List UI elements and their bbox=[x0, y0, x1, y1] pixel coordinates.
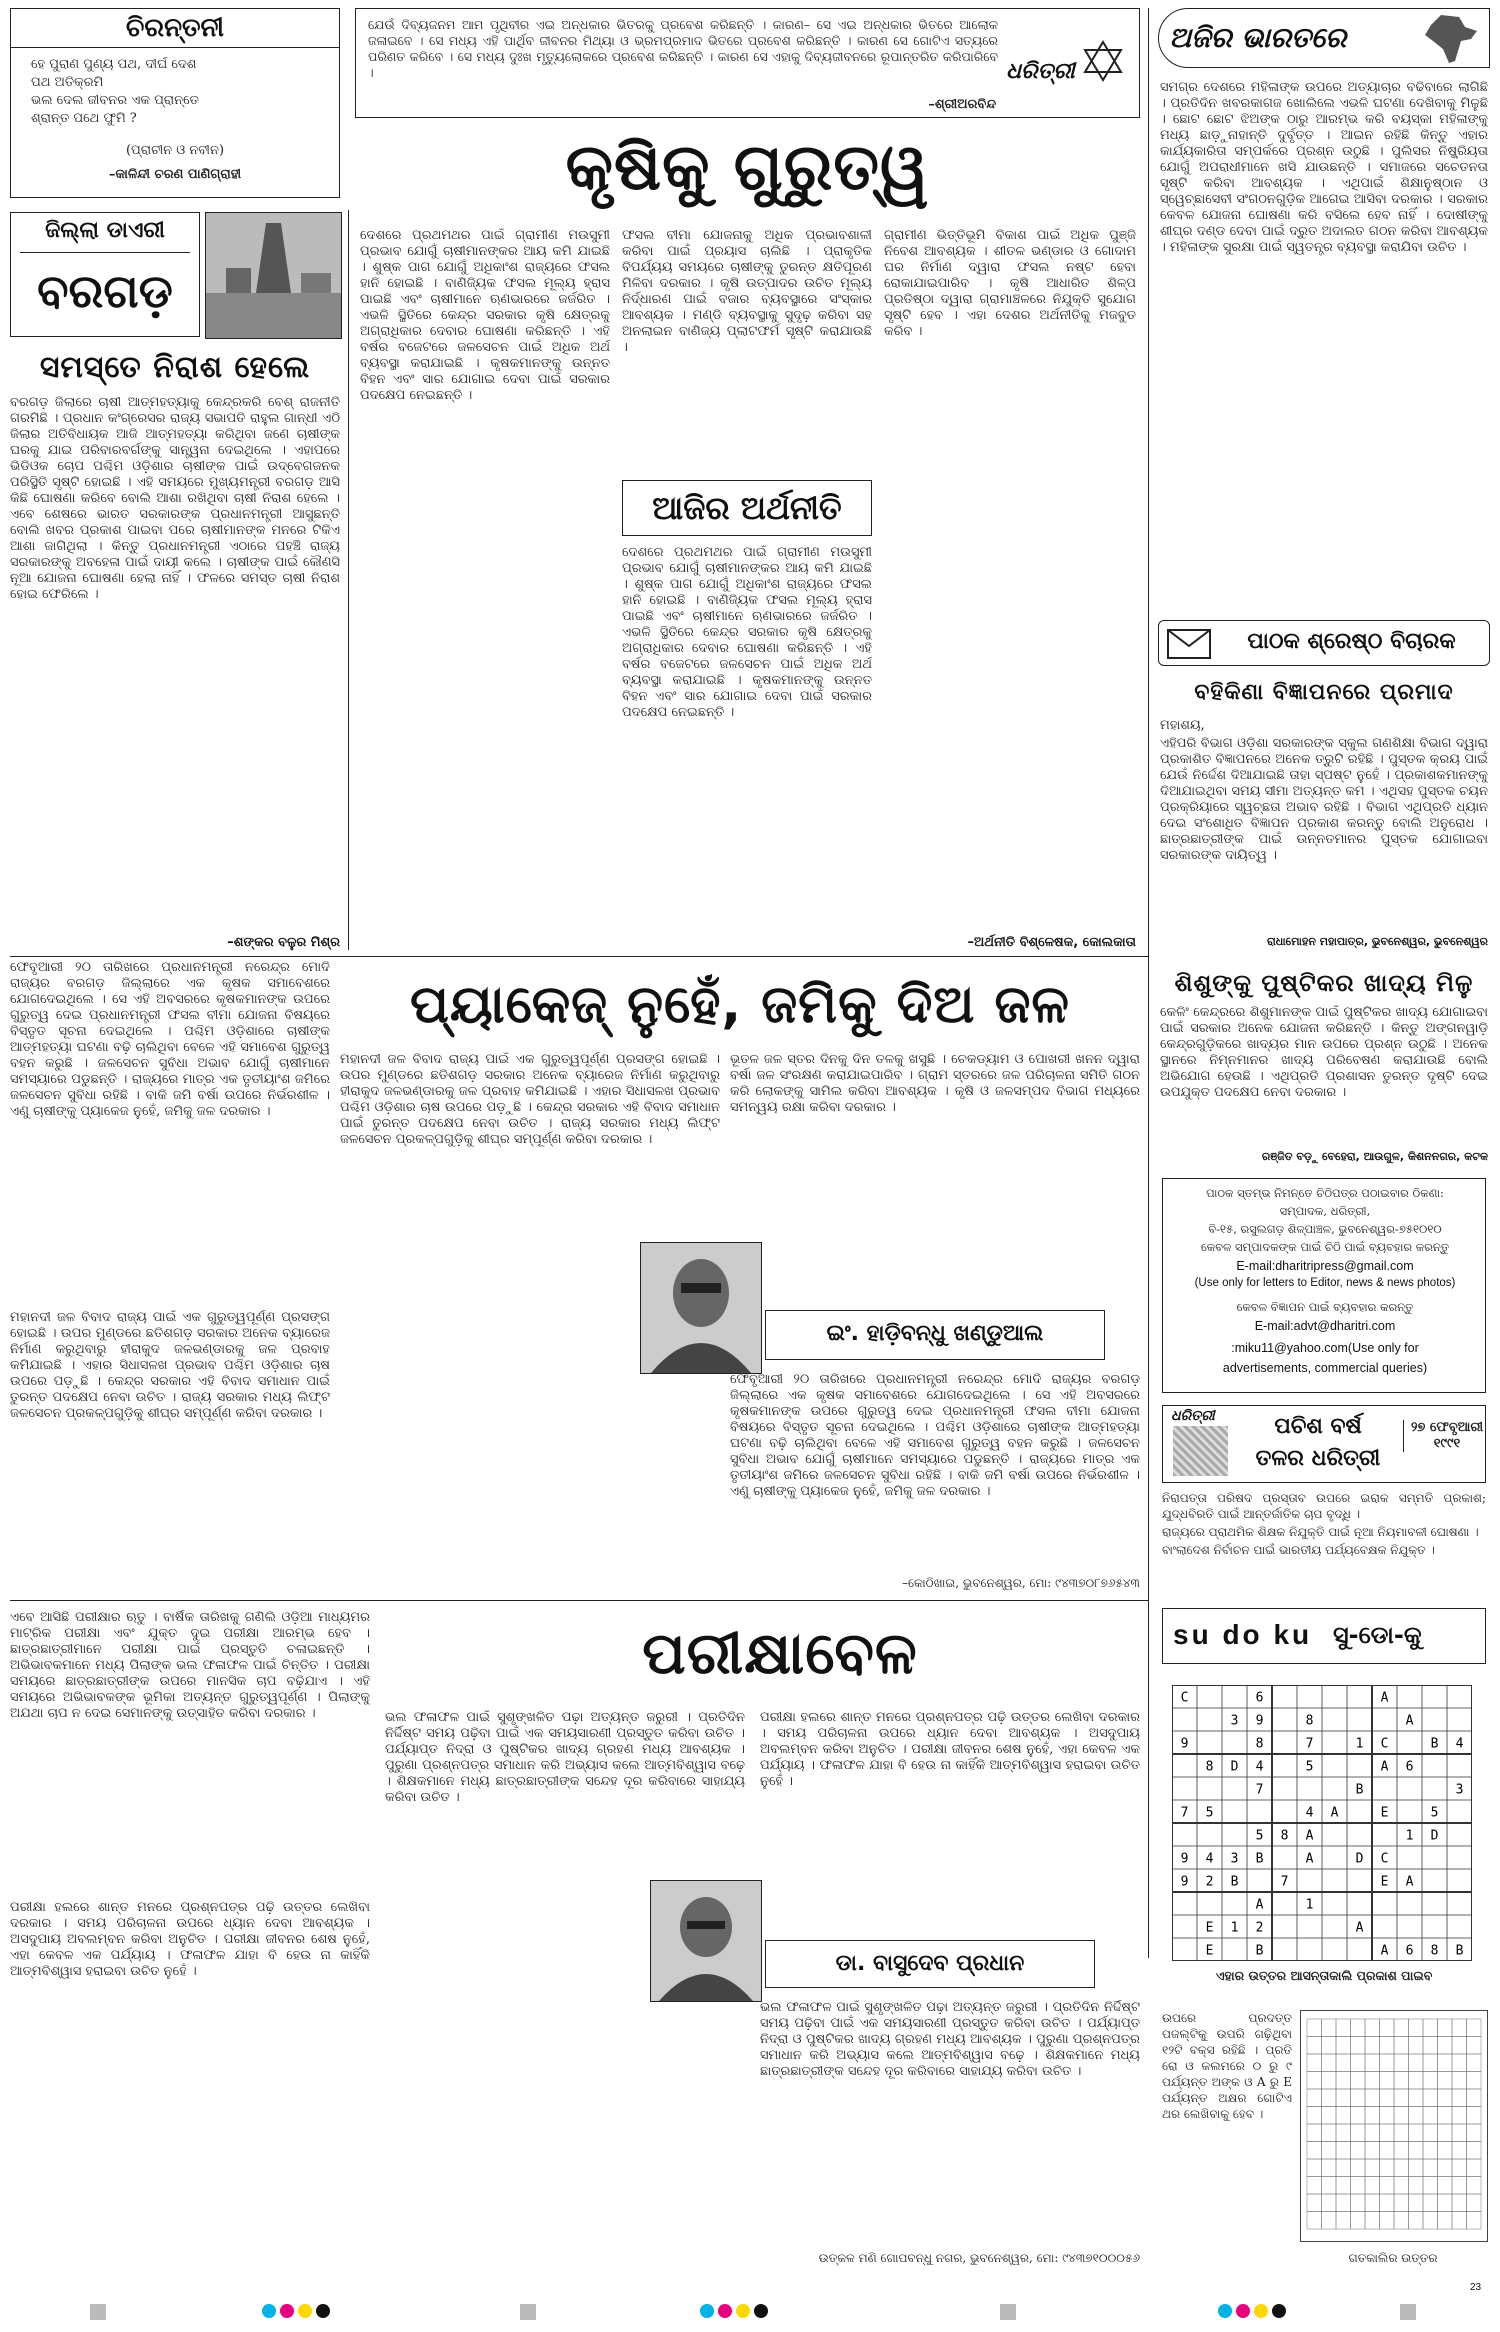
sudoku-cell: 9 bbox=[1180, 1874, 1189, 1890]
pachisa-item-1: ନିରାପତ୍ତା ପରିଷଦ ପ୍ରସ୍ତାବ ଉପରେ ଇରାକ ସମ୍ମତି ପ୍ରକାଶ; ଯୁଦ୍ଧବିରତି ପାଇଁ ଆନ୍ତର୍ଜାତିକ ଚାପ ବୃଦ୍ଧି । bbox=[1162, 1491, 1486, 1521]
sudoku-cell: D bbox=[1430, 1828, 1439, 1844]
sudoku-cell: A bbox=[1255, 1897, 1264, 1913]
krushi-headline: କୃଷିକୁ ଗୁରୁତ୍ୱ bbox=[565, 131, 930, 205]
author-photo-basudeb bbox=[650, 1880, 762, 2002]
package-body-3b: ଫେବୃଆରୀ ୨୦ ତାରିଖରେ ପ୍ରଧାନମନ୍ତ୍ରୀ ନରେନ୍ଦ୍ର ମୋଦି ରାଜ୍ୟର ବରଗଡ଼ ଜିଲ୍ଲାରେ ଏକ କୃଷକ ସମାବେଶରେ ଯୋଗଦେଇଥିଲେ । ସେ ଏହି ଅବସରରେ କୃଷକମାନଙ୍କ ଉପରେ ଗୁରୁତ୍ୱ ଦେଇ ପ୍ରଧାନମନ୍ତ୍ରୀ ଫସଲ ବୀମା ଯୋଜନା ବିଷୟରେ ବିସ୍ତୃତ ସୂଚନା ଦେଇଥିଲେ । ପଶ୍ଚିମ ଓଡ଼ିଶାରେ ଚାଷୀଙ୍କ ଆତ୍ମହତ୍ୟା ଘଟଣା ବଢ଼ି ଚାଲିଥିବା ବେଳେ ଏହି ସମାବେଶ ଗୁରୁତ୍ୱ ବହନ କରୁଛି । ଜଳସେଚନ ସୁବିଧା ଅଭାବ ଯୋଗୁଁ ଚାଷୀମାନେ ସମସ୍ୟାରେ ପଡୁଛନ୍ତି । ରାଜ୍ୟରେ ମାତ୍ର ଏକ ତୃତୀୟାଂଶ ଜମିରେ ଜଳସେଚନ ସୁବିଧା ରହିଛି । ବାକି ଜମି ବର୍ଷା ଉପରେ ନିର୍ଭରଶୀଳ । ଏଣୁ ଚାଷୀଙ୍କୁ ପ୍ୟାକେଜ ନୁହେଁ, ଜମିକୁ ଜଳ ଦରକାର । bbox=[730, 1372, 1140, 1499]
sudoku-cell: E bbox=[1205, 1943, 1214, 1959]
sudoku-cell: 2 bbox=[1205, 1874, 1214, 1890]
sudoku-cell: 3 bbox=[1455, 1782, 1464, 1798]
ajira-bharat-title: ଅଜିର ଭାରତରେ bbox=[1169, 21, 1347, 54]
package-body-2: ମହାନଦୀ ଜଳ ବିବାଦ ରାଜ୍ୟ ପାଇଁ ଏକ ଗୁରୁତ୍ୱପୂର୍ଣ୍ଣ ପ୍ରସଙ୍ଗ ହୋଇଛି । ଉପର ମୁଣ୍ଡରେ ଛତିଶଗଡ଼ ସରକାର ଅନେକ ବ୍ୟାରେଜ ନିର୍ମାଣ କରୁଥିବାରୁ ହୀରାକୁଦ ଜଳଭଣ୍ଡାରକୁ ଜଳ ପ୍ରବାହ କମିଯାଇଛି । ଏହାର ସିଧାସଳଖ ପ୍ରଭାବ ପଶ୍ଚିମ ଓଡ଼ିଶାର ଚାଷ ଉପରେ ପଡ଼ୁଛି । କେନ୍ଦ୍ର ସରକାର ଏହି ବିବାଦ ସମାଧାନ ପାଇଁ ତୁରନ୍ତ ପଦକ୍ଷେପ ନେବା ଉଚିତ । ରାଜ୍ୟ ସରକାର ମଧ୍ୟ ଲିଫ୍ଟ ଜଳସେଚନ ପ୍ରକଳ୍ପଗୁଡ଼ିକୁ ଶୀଘ୍ର ସମ୍ପୂର୍ଣ୍ଣ କରିବା ଦରକାର । bbox=[340, 1052, 720, 1147]
pachisa-title-1: ପଚିଶ ବର୍ଷ bbox=[1274, 1414, 1362, 1439]
pathaka-signature-2: ରଞ୍ଜିତ ବଡ଼ୁ ବେହେରା, ଆଉଗୁଳ, କିଶନନଗର, କଟକ bbox=[1261, 1150, 1488, 1163]
chirantani-line-1: ହେ ପୁରାଣ ପୁଣ୍ୟ ପଥ, ଦୀର୍ଘ ଦେଶ bbox=[31, 57, 197, 72]
sudoku-answer-note: ଏହାର ଉତ୍ତର ଆସନ୍ତାକାଲି ପ୍ରକାଶ ପାଇବ bbox=[1215, 1968, 1433, 1983]
sudoku-cell: 3 bbox=[1230, 1713, 1239, 1729]
krushi-body-2b: ଦେଶରେ ପ୍ରଥମଥର ପାଇଁ ଗ୍ରାମୀଣ ମଉସୁମୀ ପ୍ରଭାବ ଯୋଗୁଁ ଚାଷୀମାନଙ୍କର ଆୟ କମି ଯାଇଛି । ଶୁଷ୍କ ପାଗ ଯୋଗୁଁ ଅଧିକାଂଶ ରାଜ୍ୟରେ ଫସଲ ହାନି ହୋଇଛି । ବାଣିଜ୍ୟିକ ଫସଲ ମୂଲ୍ୟ ହ୍ରାସ ପାଇଛି ଏବଂ ଚାଷୀମାନେ ଋଣଭାରରେ ଜର୍ଜରିତ । ଏଭଳି ସ୍ଥିତିରେ କେନ୍ଦ୍ର ସରକାର କୃଷି କ୍ଷେତ୍ରକୁ ଅଗ୍ରାଧିକାର ଦେବାର ଘୋଷଣା କରିଛନ୍ତି । ଏହି ବର୍ଷର ବଜେଟରେ ଜଳସେଚନ ପାଇଁ ଅଧିକ ଅର୍ଥ ବ୍ୟବସ୍ଥା କରାଯାଇଛି । କୃଷକମାନଙ୍କୁ ଉନ୍ନତ ବିହନ ଏବଂ ସାର ଯୋଗାଇ ଦେବା ପାଇଁ ସରକାର ପଦକ୍ଷେପ ନେଇଛନ୍ତି । bbox=[622, 545, 872, 720]
top-quote-text: ଯେଉଁ ଦିବ୍ୟଜନମ ଆମ ପୃଥିବୀର ଏଇ ଅନ୍ଧକାର ଭିତରକୁ ପ୍ରବେଶ କରିଛନ୍ତି । କାରଣ– ସେ ଏଇ ଅନ୍ଧକାର ଭିତରେ ଆଲୋକ ଜଳାଇବେ । ସେ ମଧ୍ୟ ଏହି ପାର୍ଥିବ ଜୀବନର ମିଥ୍ୟା ଓ ଭ୍ରମପ୍ରମାଦ ଭିତରେ ପ୍ରବେଶ କରିଛନ୍ତି । କାରଣ ସେ ଗୋଟିଏ ସତ୍ୟରେ ପରିଣତ କରିବେ । ସେ ମଧ୍ୟ ଦୁଃଖ ମୃତ୍ୟୁଲୋକରେ ପ୍ରବେଶ କରିଛନ୍ତି । କାରଣ ସେ ଏହାକୁ ଦିବ୍ୟଜୀବନରେ ରୂପାନ୍ତରିତ କରିପାରିବେ । bbox=[368, 17, 998, 80]
pachisa-date: ୨୭ ଫେବୃଆରୀ ୧୯୯୧ bbox=[1403, 1420, 1486, 1452]
sudoku-cell: 7 bbox=[1305, 1736, 1314, 1752]
sudoku-cell: 1 bbox=[1405, 1828, 1414, 1844]
jilla-diary-header bbox=[10, 212, 340, 337]
sudoku-cell: 7 bbox=[1255, 1782, 1264, 1798]
star-emblem-icon bbox=[1081, 39, 1125, 83]
pachisa-logo: ଧରିତ୍ରୀ bbox=[1171, 1408, 1215, 1424]
sudoku-cell: 5 bbox=[1205, 1805, 1214, 1821]
sudoku-cell: 6 bbox=[1405, 1759, 1414, 1775]
sudoku-cell: A bbox=[1305, 1851, 1314, 1867]
package-body-3: ଭୂତଳ ଜଳ ସ୍ତର ଦିନକୁ ଦିନ ତଳକୁ ଖସୁଛି । ଚେକଡ୍ୟାମ ଓ ପୋଖରୀ ଖନନ ଦ୍ୱାରା ବର୍ଷା ଜଳ ସଂରକ୍ଷଣ କରାଯାଇପାରିବ । ଗ୍ରାମ ସ୍ତରରେ ଜଳ ପରିଚାଳନା ସମିତି ଗଠନ କରି ଲୋକଙ୍କୁ ସାମିଲ କରିବା ଆବଶ୍ୟକ । କୃଷି ଓ ଜଳସମ୍ପଦ ବିଭାଗ ମଧ୍ୟରେ ସମନ୍ୱୟ ରକ୍ଷା କରିବା ଦରକାର । bbox=[730, 1052, 1140, 1115]
envelope-icon bbox=[1167, 629, 1211, 659]
sudoku-cell: A bbox=[1305, 1828, 1314, 1844]
sudoku-cell: 5 bbox=[1430, 1805, 1439, 1821]
parikshabela-body-3b: ଭଲ ଫଳାଫଳ ପାଇଁ ସୁଶୃଙ୍ଖଳିତ ପଢ଼ା ଅତ୍ୟନ୍ତ ଜରୁରୀ । ପ୍ରତିଦିନ ନିର୍ଦ୍ଦିଷ୍ଟ ସମୟ ପଢ଼ିବା ପାଇଁ ଏକ ସମୟସାରଣୀ ପ୍ରସ୍ତୁତ କରିବା ଉଚିତ । ପର୍ଯ୍ୟାପ୍ତ ନିଦ୍ରା ଓ ପୁଷ୍ଟିକର ଖାଦ୍ୟ ଗ୍ରହଣ ମଧ୍ୟ ଆବଶ୍ୟକ । ପୁରୁଣା ପ୍ରଶ୍ନପତ୍ର ସମାଧାନ କରି ଅଭ୍ୟାସ କଲେ ଆତ୍ମବିଶ୍ୱାସ ବଢ଼େ । ଶିକ୍ଷକମାନେ ମଧ୍ୟ ଛାତ୍ରଛାତ୍ରୀଙ୍କ ସନ୍ଦେହ ଦୂର କରିବାରେ ସାହାଯ୍ୟ କରିବା ଉଚିତ । bbox=[760, 2000, 1140, 2079]
contact-email-1[interactable]: E-mail:dharitripress@gmail.com bbox=[1236, 1259, 1414, 1273]
sudoku-cell: 4 bbox=[1305, 1805, 1314, 1821]
sudoku-cell: 8 bbox=[1280, 1828, 1289, 1844]
reg-marks bbox=[0, 2300, 1500, 2332]
pathaka-headline-2: ଶିଶୁଙ୍କୁ ପୁଷ୍ଟିକର ଖାଦ୍ୟ ମିଳୁ bbox=[1174, 969, 1474, 997]
sudoku-cell: A bbox=[1355, 1920, 1364, 1936]
pariksha-author-addr: ଉତ୍କଳ ମଣି ଗୋପବନ୍ଧୁ ନଗର, ଭୁବନେଶ୍ୱର, ମୋ: ୯୪୩୭୧୦୦୦୫୬ bbox=[818, 2251, 1140, 2265]
sudoku-cell: C bbox=[1380, 1851, 1389, 1867]
sudoku-cell: B bbox=[1230, 1874, 1239, 1890]
jilla-diary-body: ବରଗଡ଼ ଜିଲାରେ ଚାଷୀ ଆତ୍ମହତ୍ୟାକୁ କେନ୍ଦ୍ରକରି ବେଶ୍ ରାଜନୀତି ଗରମିଛି । ପ୍ରଧାନ କଂଗ୍ରେସର ରାଜ୍ୟ ସଭାପତି ରାହୁଲ ଗାନ୍ଧୀ ଏଠି ଜିଲାର ଅତିବିଧାୟକ ଆଜି ଆତ୍ମହତ୍ୟା କରିଥିବା ଜଣେ ଚାଷୀଙ୍କ ଘରକୁ ଯାଇ ପରିବାରବର୍ଗଙ୍କୁ ସାନ୍ତ୍ୱନା ଦେଇଥିଲେ । ଏହାପରେ ଭିଡିଓକ ଚୋପ ପଶ୍ଚିମ ଓଡ଼ିଶାର ଚାଷୀଙ୍କ ପାଇଁ ଉଦ୍ବେଗଜନକ ପରିସ୍ଥିତି ସୃଷ୍ଟି ହୋଇଛି । ଏହି ସମୟରେ ମୁଖ୍ୟମନ୍ତ୍ରୀ ବରଗଡ଼ ଆସି କିଛି ଘୋଷଣା କରିବେ ବୋଲି ଆଶା ରଖିଥିବା ଚାଷୀ ନିରାଶ ହେଲେ । ଏବେ ଶେଷରେ ଭାରତ ସରକାରଙ୍କ ପ୍ରଧାନମନ୍ତ୍ରୀ ଆସୁଛନ୍ତି ବୋଲି ଖବର ପ୍ରକାଶ ପାଇବା ପରେ ଚାଷୀମାନଙ୍କ ମନରେ ଟିକିଏ ଆଶା ଜାଗିଥିଲା । କିନ୍ତୁ ପ୍ରଧାନମନ୍ତ୍ରୀ ଏଠାରେ ପହଞ୍ଚି ରାଜ୍ୟ ସରକାରଙ୍କୁ ଅବହେଳା ପାଇଁ ଦାୟୀ କଲେ । ଚାଷୀଙ୍କ ପାଇଁ କୌଣସି ନୂଆ ଯୋଜନା ଘୋଷଣା ହେଲା ନାହିଁ । ଫଳରେ ସମସ୍ତ ଚାଷୀ ନିରାଶ ହୋଇ ଫେରିଲେ । bbox=[10, 395, 340, 602]
sudoku-cell: 8 bbox=[1305, 1713, 1314, 1729]
pachisa-item-2: ରାଜ୍ୟରେ ପ୍ରାଥମିକ ଶିକ୍ଷକ ନିଯୁକ୍ତି ପାଇଁ ନୂଆ ନିୟମାବଳୀ ଘୋଷଣା । bbox=[1162, 1525, 1479, 1539]
package-author: ଇଂ. ହାଡ଼ିବନ୍ଧୁ ଖଣ୍ଡୁଆଲ bbox=[826, 1321, 1044, 1346]
pathaka-header bbox=[1158, 620, 1490, 666]
sudoku-cell: 1 bbox=[1230, 1920, 1239, 1936]
sudoku-cell: 3 bbox=[1230, 1851, 1239, 1867]
chirantani-box bbox=[10, 8, 340, 198]
parikshabela-body-1: ଏବେ ଆସିଛି ପରୀକ୍ଷାର ଋତୁ । ବାର୍ଷିକ ତାରିଖକୁ ଗଣିଲି ଓଡ଼ିଆ ମାଧ୍ୟମର ମାଟ୍ରିକ ପରୀକ୍ଷା ଏବଂ ଯୁକ୍ତ ଦୁଇ ପରୀକ୍ଷା ଆରମ୍ଭ ହେବ । ଛାତ୍ରଛାତ୍ରୀମାନେ ପରୀକ୍ଷା ପାଇଁ ପ୍ରସ୍ତୁତି ଚଳାଇଛନ୍ତି । ଅଭିଭାବକମାନେ ମଧ୍ୟ ପିଲାଙ୍କ ଭଲ ଫଳାଫଳ ପାଇଁ ଚିନ୍ତିତ । ପରୀକ୍ଷା ସମୟରେ ଛାତ୍ରଛାତ୍ରୀଙ୍କ ଉପରେ ମାନସିକ ଚାପ ବଢ଼ିଯାଏ । ଏହି ସମୟରେ ଅଭିଭାବକଙ୍କ ଭୂମିକା ଅତ୍ୟନ୍ତ ଗୁରୁତ୍ୱପୂର୍ଣ୍ଣ । ପିଲାଙ୍କୁ ଅଯଥା ଚାପ ନ ଦେଇ ସେମାନଙ୍କୁ ଉତ୍ସାହିତ କରିବା ଦରକାର । bbox=[10, 1610, 370, 1721]
pachisa-item-3: ବାଂଲାଦେଶ ନିର୍ବାଚନ ପାଇଁ ଭାରତୀୟ ପର୍ଯ୍ୟବେକ୍ଷକ ନିଯୁକ୍ତ । bbox=[1162, 1543, 1435, 1557]
package-author-box bbox=[765, 1310, 1105, 1360]
sudoku-cell: 5 bbox=[1305, 1759, 1314, 1775]
sudoku-cell: 9 bbox=[1255, 1713, 1264, 1729]
pathaka-body: ଏହିପରି ବିଭାଗ ଓଡ଼ିଶା ସରକାରଙ୍କ ସ୍କୁଲ ଗଣଶିକ୍ଷା ବିଭାଗ ଦ୍ୱାରା ପ୍ରକାଶିତ ବିଜ୍ଞାପନରେ ଅନେକ ତ୍ରୁଟି ରହିଛି । ପୁସ୍ତକ କ୍ରୟ ପାଇଁ ଯେଉଁ ନିର୍ଦ୍ଦେଶ ଦିଆଯାଇଛି ତାହା ସ୍ପଷ୍ଟ ନୁହେଁ । ପ୍ରକାଶକମାନଙ୍କୁ ଦିଆଯାଇଥିବା ସମୟ ସୀମା ଅତ୍ୟନ୍ତ କମ । ଏଥିସହ ପୁସ୍ତକ ଚୟନ ପ୍ରକ୍ରିୟାରେ ସ୍ୱଚ୍ଛତା ଅଭାବ ରହିଛି । ବିଭାଗ ଏଥିପ୍ରତି ଧ୍ୟାନ ଦେଇ ସଂଶୋଧିତ ବିଜ୍ଞାପନ ପ୍ରକାଶ କରନ୍ତୁ ବୋଲି ଅନୁରୋଧ । ଛାତ୍ରଛାତ୍ରୀଙ୍କ ପାଇଁ ଉନ୍ନତମାନର ପୁସ୍ତକ ଯୋଗାଇବା ସରକାରଙ୍କ ଦାୟିତ୍ୱ । bbox=[1160, 736, 1488, 863]
jilla-diary-author: –ଶଙ୍କର ବଳୁର ମିଶ୍ର bbox=[227, 935, 340, 950]
ajira-arthaniti-label: ଆଜିର ଅର୍ଥନୀତି bbox=[622, 480, 872, 536]
sudoku-cell: E bbox=[1380, 1874, 1389, 1890]
sudoku-cell: A bbox=[1405, 1713, 1414, 1729]
sudoku-cell: 2 bbox=[1255, 1920, 1264, 1936]
ajira-bharat-body: ସମଗ୍ର ଦେଶରେ ମହିଳାଙ୍କ ଉପରେ ଅତ୍ୟାଚାର ବଢିବାରେ ଲାଗିଛି । ପ୍ରତିଦିନ ଖବରକାଗଜ ଖୋଲିଲେ ଏଭଳି ଘଟଣା ଦେଖିବାକୁ ମିଳୁଛି । ଛୋଟ ଛୋଟ ଝିଅଙ୍କ ଠାରୁ ଆରମ୍ଭ କରି ବୟସ୍କା ମହିଳାଙ୍କୁ ମଧ୍ୟ ଛାଡ଼ୁନାହାନ୍ତି ଦୁର୍ବୃତ୍ତ । ଆଇନ ରହିଛି କିନ୍ତୁ ଏହାର କାର୍ଯ୍ୟକାରିତା ସମ୍ପର୍କରେ ପ୍ରଶ୍ନ ଉଠୁଛି । ପୁଲିସର ନିଷ୍କ୍ରିୟତା ଯୋଗୁଁ ଅପରାଧୀମାନେ ଖସି ଯାଉଛନ୍ତି । ସମାଜରେ ସଚେତନତା ସୃଷ୍ଟି କରିବା ଆବଶ୍ୟକ । ଏଥିପାଇଁ ଶିକ୍ଷାନୁଷ୍ଠାନ ଓ ସ୍ୱେଚ୍ଛାସେବୀ ସଂଗଠନଗୁଡ଼ିକ ଆଗେଇ ଆସିବା ଦରକାର । ସରକାର କେବଳ ଯୋଜନା ଘୋଷଣା କରି ବସିଲେ ହେବ ନାହିଁ । ଦୋଷୀଙ୍କୁ ଶୀଘ୍ର ଦଣ୍ଡ ଦେବା ପାଇଁ ଦ୍ରୁତ ଅଦାଲତ ଗଠନ କରିବା ଆବଶ୍ୟକ । ମହିଳାଙ୍କ ସୁରକ୍ଷା ପାଇଁ ସ୍ୱତନ୍ତ୍ର ବ୍ୟବସ୍ଥା କରାଯିବା ଉଚିତ । bbox=[1160, 80, 1488, 255]
sudoku-cell: 4 bbox=[1255, 1759, 1264, 1775]
jilla-diary-district: ବରଗଡ଼ bbox=[37, 264, 173, 318]
sudoku-cell: 6 bbox=[1405, 1943, 1414, 1959]
contact-addr-2: ବି-୧୫, ରସୁଲଗଡ଼ ଶିଳ୍ପାଞ୍ଚଳ, ଭୁବନେଶ୍ୱର-୭୫୧୦୧୦ bbox=[1208, 1222, 1442, 1236]
sudoku-cell: A bbox=[1380, 1943, 1389, 1959]
sudoku-cell: 8 bbox=[1430, 1943, 1439, 1959]
sudoku-cell: B bbox=[1255, 1851, 1264, 1867]
sudoku-cell: 4 bbox=[1455, 1736, 1464, 1752]
contact-email-2[interactable]: E-mail:advt@dharitri.com bbox=[1254, 1319, 1396, 1333]
parikshabela-body-3: ପରୀକ୍ଷା ହଲରେ ଶାନ୍ତ ମନରେ ପ୍ରଶ୍ନପତ୍ର ପଢ଼ି ଉତ୍ତର ଲେଖିବା ଦରକାର । ସମୟ ପରିଚାଳନା ଉପରେ ଧ୍ୟାନ ଦେବା ଆବଶ୍ୟକ । ଅସଦୁପାୟ ଅବଲମ୍ବନ କରିବା ଅନୁଚିତ । ପରୀକ୍ଷା ଜୀବନର ଶେଷ ନୁହେଁ, ଏହା କେବଳ ଏକ ପର୍ଯ୍ୟାୟ । ଫଳାଫଳ ଯାହା ବି ହେଉ ନା କାହିଁକି ଆତ୍ମବିଶ୍ୱାସ ହରାଇବା ଉଚିତ ନୁହେଁ । bbox=[760, 1710, 1140, 1789]
sudoku-prev-label: ଗତକାଲିର ଉତ୍ତର bbox=[1348, 2251, 1438, 2265]
contact-note-2: କେବଳ ବିଜ୍ଞାପନ ପାଇଁ ବ୍ୟବହାର କରନ୍ତୁ bbox=[1236, 1300, 1414, 1314]
top-quote-box bbox=[355, 8, 1140, 118]
chirantani-line-4: ଶ୍ରାନ୍ତ ପଥେ ଫୁମି ? bbox=[31, 111, 137, 126]
sudoku-cell: 1 bbox=[1305, 1897, 1314, 1913]
sudoku-cell: B bbox=[1355, 1782, 1364, 1798]
sudoku-title-en: su do ku bbox=[1173, 1619, 1313, 1650]
krushi-author: –ଅର୍ଥନୀତି ବିଶ୍ଳେଷକ, କୋଲକାତା bbox=[967, 935, 1136, 950]
package-author-addr: –କୋଠିଖାଇ, ଭୁବନେଶ୍ୱର, ମୋ: ୯୪୩୭୦୮୭୬୫୪୩ bbox=[901, 1576, 1140, 1590]
parikshabela-body-2: ଭଲ ଫଳାଫଳ ପାଇଁ ସୁଶୃଙ୍ଖଳିତ ପଢ଼ା ଅତ୍ୟନ୍ତ ଜରୁରୀ । ପ୍ରତିଦିନ ନିର୍ଦ୍ଦିଷ୍ଟ ସମୟ ପଢ଼ିବା ପାଇଁ ଏକ ସମୟସାରଣୀ ପ୍ରସ୍ତୁତ କରିବା ଉଚିତ । ପର୍ଯ୍ୟାପ୍ତ ନିଦ୍ରା ଓ ପୁଷ୍ଟିକର ଖାଦ୍ୟ ଗ୍ରହଣ ମଧ୍ୟ ଆବଶ୍ୟକ । ପୁରୁଣା ପ୍ରଶ୍ନପତ୍ର ସମାଧାନ କରି ଅଭ୍ୟାସ କଲେ ଆତ୍ମବିଶ୍ୱାସ ବଢ଼େ । ଶିକ୍ଷକମାନେ ମଧ୍ୟ ଛାତ୍ରଛାତ୍ରୀଙ୍କ ସନ୍ଦେହ ଦୂର କରିବାରେ ସାହାଯ୍ୟ କରିବା ଉଚିତ । bbox=[385, 1710, 745, 1805]
masthead-logo: ଧରିତ୍ରୀ bbox=[1006, 59, 1075, 84]
parikshabela-body-1b: ପରୀକ୍ଷା ହଲରେ ଶାନ୍ତ ମନରେ ପ୍ରଶ୍ନପତ୍ର ପଢ଼ି ଉତ୍ତର ଲେଖିବା ଦରକାର । ସମୟ ପରିଚାଳନା ଉପରେ ଧ୍ୟାନ ଦେବା ଆବଶ୍ୟକ । ଅସଦୁପାୟ ଅବଲମ୍ବନ କରିବା ଅନୁଚିତ । ପରୀକ୍ଷା ଜୀବନର ଶେଷ ନୁହେଁ, ଏହା କେବଳ ଏକ ପର୍ଯ୍ୟାୟ । ଫଳାଫଳ ଯାହା ବି ହେଉ ନା କାହିଁକି ଆତ୍ମବିଶ୍ୱାସ ହରାଇବା ଉଚିତ ନୁହେଁ । bbox=[10, 1900, 370, 1979]
india-map-icon bbox=[1421, 13, 1481, 65]
ajira-bharat-header bbox=[1158, 8, 1490, 68]
pathaka-headline: ବହିକିଣା ବିଜ୍ଞାପନରେ ପ୍ରମାଦ bbox=[1194, 680, 1454, 705]
sudoku-cell: E bbox=[1380, 1805, 1389, 1821]
pathaka-signature: ରାଧାମୋହନ ମହାପାତ୍ର, ଭୁବନେଶ୍ୱର, ଭୁବନେଶ୍ୱର bbox=[1266, 935, 1488, 948]
sudoku-cell: 7 bbox=[1180, 1805, 1189, 1821]
temple-photo bbox=[205, 212, 342, 339]
sudoku-cell: B bbox=[1430, 1736, 1439, 1752]
package-headline: ପ୍ୟାକେଜ୍ ନୁହେଁ, ଜମିକୁ ଦିଅ ଜଳ bbox=[410, 975, 1070, 1035]
contact-box bbox=[1162, 1178, 1486, 1393]
pachisa-title-2: ତଳର ଧରିତ୍ରୀ bbox=[1255, 1446, 1381, 1471]
sudoku-cell: 8 bbox=[1255, 1736, 1264, 1752]
sudoku-cell: 7 bbox=[1280, 1874, 1289, 1890]
sudoku-rules: ଉପରେ ପ୍ରଦତ୍ତ ପଜଲ୍‌ଟିକୁ ଉପରି ଗଢ଼ିଥିବା ୧୨ଟି ବକ୍ସ ରହିଛି । ପ୍ରତି ରୋ ଓ କଲମରେ ୦ ରୁ ୯ ପର୍ଯ୍ୟନ୍ତ ଅଙ୍କ ଓ A ରୁ E ପର୍ଯ୍ୟନ୍ତ ଅକ୍ଷର ଗୋଟିଏ ଥର ଲେଖିବାକୁ ହେବ । bbox=[1162, 2011, 1292, 2121]
sudoku-cell: C bbox=[1180, 1690, 1189, 1706]
package-body-1: ଫେବୃଆରୀ ୨୦ ତାରିଖରେ ପ୍ରଧାନମନ୍ତ୍ରୀ ନରେନ୍ଦ୍ର ମୋଦି ରାଜ୍ୟର ବରଗଡ଼ ଜିଲ୍ଲାରେ ଏକ କୃଷକ ସମାବେଶରେ ଯୋଗଦେଇଥିଲେ । ସେ ଏହି ଅବସରରେ କୃଷକମାନଙ୍କ ଉପରେ ଗୁରୁତ୍ୱ ଦେଇ ପ୍ରଧାନମନ୍ତ୍ରୀ ଫସଲ ବୀମା ଯୋଜନା ବିଷୟରେ ବିସ୍ତୃତ ସୂଚନା ଦେଇଥିଲେ । ପଶ୍ଚିମ ଓଡ଼ିଶାରେ ଚାଷୀଙ୍କ ଆତ୍ମହତ୍ୟା ଘଟଣା ବଢ଼ି ଚାଲିଥିବା ବେଳେ ଏହି ସମାବେଶ ଗୁରୁତ୍ୱ ବହନ କରୁଛି । ଜଳସେଚନ ସୁବିଧା ଅଭାବ ଯୋଗୁଁ ଚାଷୀମାନେ ସମସ୍ୟାରେ ପଡୁଛନ୍ତି । ରାଜ୍ୟରେ ମାତ୍ର ଏକ ତୃତୀୟାଂଶ ଜମିରେ ଜଳସେଚନ ସୁବିଧା ରହିଛି । ବାକି ଜମି ବର୍ଷା ଉପରେ ନିର୍ଭରଶୀଳ । ଏଣୁ ଚାଷୀଙ୍କୁ ପ୍ୟାକେଜ ନୁହେଁ, ଜମିକୁ ଜଳ ଦରକାର । bbox=[10, 960, 330, 1119]
sudoku-prev-answer bbox=[1300, 2010, 1488, 2242]
jilla-diary-headline: ସମସ୍ତେ ନିରାଶ ହେଲେ bbox=[39, 350, 311, 385]
sudoku-cell: A bbox=[1405, 1874, 1414, 1890]
contact-note-1: (Use only for letters to Editor, news & news photos) bbox=[1194, 1277, 1456, 1289]
sudoku-grid bbox=[1172, 1685, 1472, 1961]
pachisa-box bbox=[1162, 1405, 1486, 1483]
pariksha-author-box bbox=[765, 1940, 1095, 1988]
sudoku-cell: D bbox=[1230, 1759, 1239, 1775]
pachisa-banner bbox=[1173, 1426, 1228, 1476]
sudoku-cell: 5 bbox=[1255, 1828, 1264, 1844]
sudoku-cell: E bbox=[1205, 1920, 1214, 1936]
pathaka-body-2: କେଳିଂ କେନ୍ଦ୍ରରେ ଶିଶୁମାନଙ୍କ ପାଇଁ ପୁଷ୍ଟିକର ଖାଦ୍ୟ ଯୋଗାଇବା ପାଇଁ ସରକାର ଅନେକ ଯୋଜନା କରିଛନ୍ତି । କିନ୍ତୁ ଅଙ୍ଗନୱାଡ଼ି କେନ୍ଦ୍ରଗୁଡ଼ିକରେ ଖାଦ୍ୟର ମାନ ଉପରେ ପ୍ରଶ୍ନ ଉଠୁଛି । ଅନେକ ସ୍ଥାନରେ ନିମ୍ନମାନର ଖାଦ୍ୟ ପରିବେଷଣ କରାଯାଉଛି ବୋଲି ଅଭିଯୋଗ ହେଉଛି । ଏଥିପ୍ରତି ପ୍ରଶାସନ ତୁରନ୍ତ ଦୃଷ୍ଟି ଦେଇ ଉପଯୁକ୍ତ ପଦକ୍ଷେପ ନେବା ଦରକାର । bbox=[1160, 1005, 1488, 1100]
sudoku-cell: 9 bbox=[1180, 1736, 1189, 1752]
sudoku-cell: A bbox=[1330, 1805, 1339, 1821]
krushi-body-2: ଫସଲ ବୀମା ଯୋଜନାକୁ ଅଧିକ ପ୍ରଭାବଶାଳୀ କରିବା ପାଇଁ ପ୍ରୟାସ ଚାଲିଛି । ପ୍ରାକୃତିକ ବିପର୍ଯ୍ୟୟ ସମୟରେ ଚାଷୀଙ୍କୁ ତୁରନ୍ତ କ୍ଷତିପୂରଣ ମିଳିବା ଦରକାର । କୃଷି ଉତ୍ପାଦର ଉଚିତ ମୂଲ୍ୟ ନିର୍ଦ୍ଧାରଣ ପାଇଁ ବଜାର ବ୍ୟବସ୍ଥାରେ ସଂସ୍କାର ଆବଶ୍ୟକ । ମଣ୍ଡି ବ୍ୟବସ୍ଥାକୁ ସୁଦୃଢ଼ କରିବା ସହ ଅନଲାଇନ ବାଣିଜ୍ୟ ପ୍ଲାଟଫର୍ମ ସୃଷ୍ଟି କରାଯାଉଛି । bbox=[622, 228, 872, 355]
sudoku-cell: C bbox=[1380, 1736, 1389, 1752]
sudoku-cell: A bbox=[1380, 1759, 1389, 1775]
jilla-diary-label: ଜିଲ୍ଲା ଡାଏରୀ bbox=[45, 218, 165, 243]
pathaka-label: ପାଠକ ଶ୍ରେଷ୍ଠ ବିଚାରକ bbox=[1247, 629, 1456, 654]
sudoku-cell: 6 bbox=[1255, 1690, 1264, 1706]
sudoku-cell: 8 bbox=[1205, 1759, 1214, 1775]
sudoku-cell: 1 bbox=[1355, 1736, 1364, 1752]
chirantani-line-3: ଭଲ ଦେଲ ଜୀବନର ଏକ ପ୍ରାନ୍ତେ bbox=[31, 93, 199, 108]
contact-addr-3: କେବଳ ସମ୍ପାଦକଙ୍କ ପାଇଁ ଚିଠି ପାଇଁ ବ୍ୟବହାର କରନ୍ତୁ bbox=[1200, 1240, 1450, 1254]
contact-intro: ପାଠକ ସ୍ତମ୍ଭ ନିମନ୍ତେ ଚିଠିପତ୍ର ପଠାଇବାର ଠିକଣା: bbox=[1206, 1186, 1444, 1200]
page-number: 23 bbox=[1470, 2282, 1482, 2293]
chirantani-line-2: ପଥ ଅତିକ୍ରମି bbox=[31, 75, 104, 90]
chirantani-author: –କାଳିନ୍ଦୀ ଚରଣ ପାଣିଗ୍ରାହୀ bbox=[108, 167, 242, 182]
sudoku-cell: D bbox=[1355, 1851, 1364, 1867]
sudoku-cell: 9 bbox=[1180, 1851, 1189, 1867]
contact-addr-1: ସମ୍ପାଦକ, ଧରିତ୍ରୀ, bbox=[1279, 1204, 1371, 1218]
sudoku-cell: 4 bbox=[1205, 1851, 1214, 1867]
pathaka-salutation: ମହାଶୟ, bbox=[1160, 718, 1205, 733]
chirantani-source: (ପ୍ରାଚୀନ ଓ ନବୀନ) bbox=[125, 143, 225, 158]
top-quote-author: –ଶ୍ରୀଅରବିନ୍ଦ bbox=[928, 97, 996, 112]
pariksha-author: ଡା. ବାସୁଦେବ ପ୍ରଧାନ bbox=[835, 1951, 1025, 1976]
sudoku-title-or: ସୁ-ଡୋ-କୁ bbox=[1333, 1621, 1422, 1649]
package-body-1b: ମହାନଦୀ ଜଳ ବିବାଦ ରାଜ୍ୟ ପାଇଁ ଏକ ଗୁରୁତ୍ୱପୂର୍ଣ୍ଣ ପ୍ରସଙ୍ଗ ହୋଇଛି । ଉପର ମୁଣ୍ଡରେ ଛତିଶଗଡ଼ ସରକାର ଅନେକ ବ୍ୟାରେଜ ନିର୍ମାଣ କରୁଥିବାରୁ ହୀରାକୁଦ ଜଳଭଣ୍ଡାରକୁ ଜଳ ପ୍ରବାହ କମିଯାଇଛି । ଏହାର ସିଧାସଳଖ ପ୍ରଭାବ ପଶ୍ଚିମ ଓଡ଼ିଶାର ଚାଷ ଉପରେ ପଡ଼ୁଛି । କେନ୍ଦ୍ର ସରକାର ଏହି ବିବାଦ ସମାଧାନ ପାଇଁ ତୁରନ୍ତ ପଦକ୍ଷେପ ନେବା ଉଚିତ । ରାଜ୍ୟ ସରକାର ମଧ୍ୟ ଲିଫ୍ଟ ଜଳସେଚନ ପ୍ରକଳ୍ପଗୁଡ଼ିକୁ ଶୀଘ୍ର ସମ୍ପୂର୍ଣ୍ଣ କରିବା ଦରକାର । bbox=[10, 1310, 330, 1421]
krushi-body-3: ଗ୍ରାମୀଣ ଭିତ୍ତିଭୂମି ବିକାଶ ପାଇଁ ଅଧିକ ପୁଞ୍ଜି ନିବେଶ ଆବଶ୍ୟକ । ଶୀତଳ ଭଣ୍ଡାର ଓ ଗୋଦାମ ଘର ନିର୍ମାଣ ଦ୍ୱାରା ଫସଲ ନଷ୍ଟ ହେବା ରୋକାଯାଇପାରିବ । କୃଷି ଆଧାରିତ ଶିଳ୍ପ ପ୍ରତିଷ୍ଠା ଦ୍ୱାରା ଗ୍ରାମାଞ୍ଚଳରେ ନିଯୁକ୍ତି ସୁଯୋଗ ସୃଷ୍ଟି ହେବ । ଏହା ଦେଶର ଅର୍ଥନୀତିକୁ ମଜବୁତ କରିବ । bbox=[884, 228, 1136, 339]
contact-note-3: advertisements, commercial queries) bbox=[1222, 1361, 1428, 1375]
sudoku-cell: A bbox=[1380, 1690, 1389, 1706]
krushi-body-1: ଦେଶରେ ପ୍ରଥମଥର ପାଇଁ ଗ୍ରାମୀଣ ମଉସୁମୀ ପ୍ରଭାବ ଯୋଗୁଁ ଚାଷୀମାନଙ୍କର ଆୟ କମି ଯାଇଛି । ଶୁଷ୍କ ପାଗ ଯୋଗୁଁ ଅଧିକାଂଶ ରାଜ୍ୟରେ ଫସଲ ହାନି ହୋଇଛି । ବାଣିଜ୍ୟିକ ଫସଲ ମୂଲ୍ୟ ହ୍ରାସ ପାଇଛି ଏବଂ ଚାଷୀମାନେ ଋଣଭାରରେ ଜର୍ଜରିତ । ଏଭଳି ସ୍ଥିତିରେ କେନ୍ଦ୍ର ସରକାର କୃଷି କ୍ଷେତ୍ରକୁ ଅଗ୍ରାଧିକାର ଦେବାର ଘୋଷଣା କରିଛନ୍ତି । ଏହି ବର୍ଷର ବଜେଟରେ ଜଳସେଚନ ପାଇଁ ଅଧିକ ଅର୍ଥ ବ୍ୟବସ୍ଥା କରାଯାଇଛି । କୃଷକମାନଙ୍କୁ ଉନ୍ନତ ବିହନ ଏବଂ ସାର ଯୋଗାଇ ଦେବା ପାଇଁ ସରକାର ପଦକ୍ଷେପ ନେଇଛନ୍ତି । bbox=[360, 228, 610, 403]
contact-email-3[interactable]: :miku11@yahoo.com(Use only for bbox=[1231, 1341, 1419, 1355]
parikshabela-headline: ପରୀକ୍ଷାବେଳ bbox=[642, 1619, 918, 1687]
author-photo-hadibandhu bbox=[640, 1242, 762, 1374]
sudoku-title-box bbox=[1162, 1608, 1486, 1664]
sudoku-cell: B bbox=[1455, 1943, 1464, 1959]
sudoku-cell: B bbox=[1255, 1943, 1264, 1959]
chirantani-title: ଚିରନ୍ତନୀ bbox=[125, 13, 225, 43]
